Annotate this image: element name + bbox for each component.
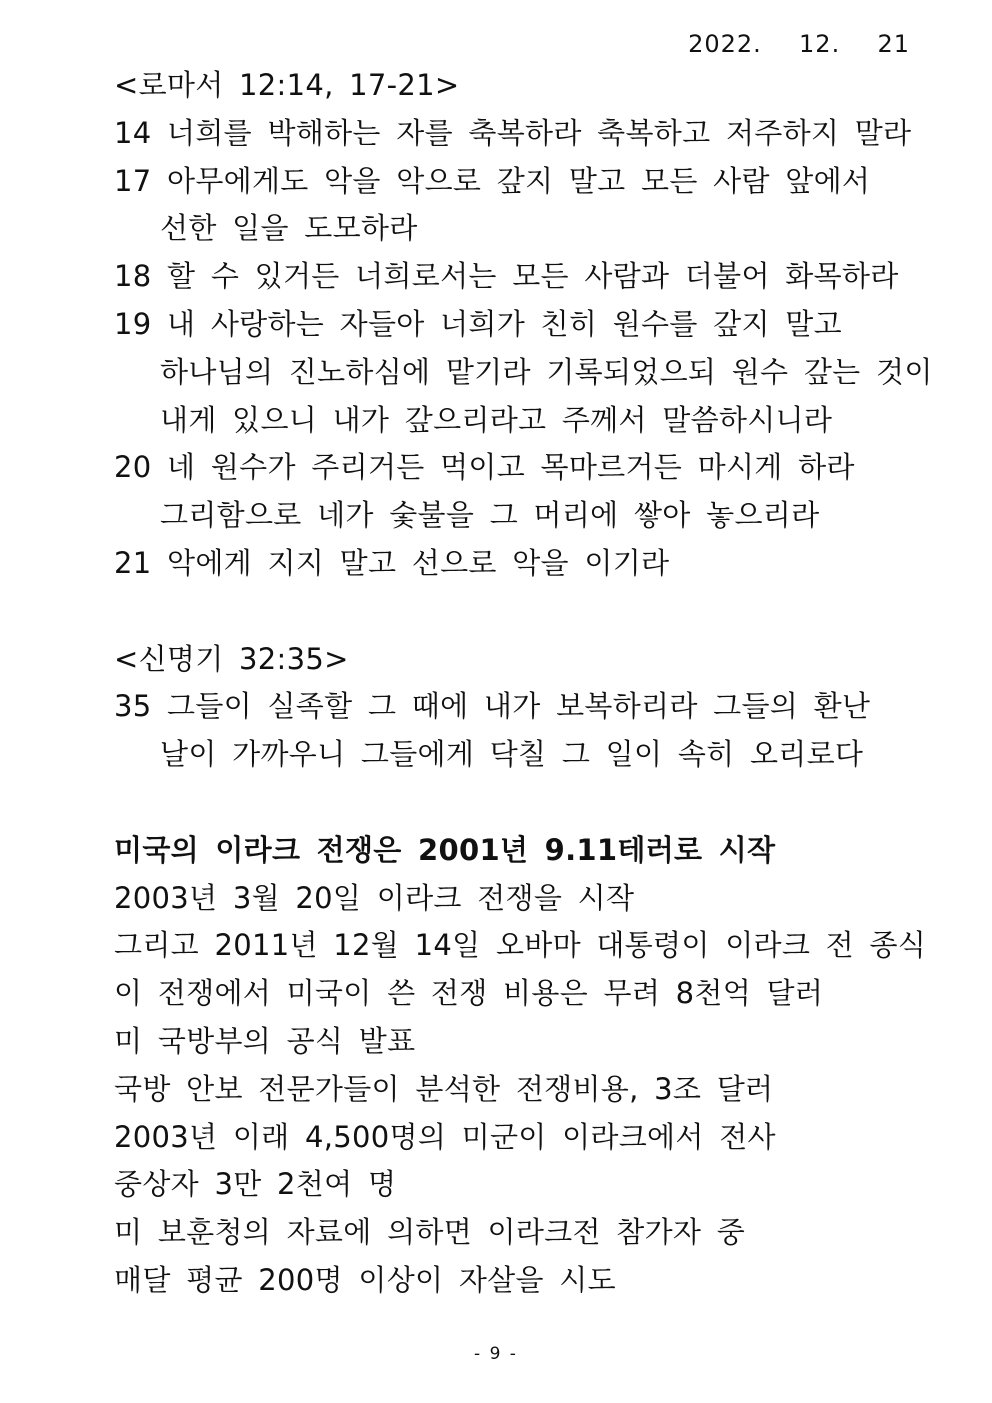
iraq-fact-line: 미 보훈청의 자료에 의하면 이라크전 참가자 중 <box>114 1215 746 1250</box>
verse-romans-20-continued: 그리함으로 네가 숯불을 그 머리에 쌓아 놓으리라 <box>160 498 820 533</box>
section-spacer <box>114 588 914 636</box>
verse-romans-19: 19 내 사랑하는 자들아 너희가 친히 원수를 갚지 말고 <box>114 306 842 341</box>
verse-romans-17: 17 아무에게도 악을 악으로 갚지 말고 모든 사람 앞에서 <box>114 163 871 198</box>
iraq-fact-line: 매달 평균 200명 이상이 자살을 시도 <box>114 1262 616 1297</box>
verse-romans-19-continued: 하나님의 진노하심에 맡기라 기록되었으되 원수 갚는 것이 <box>160 354 933 389</box>
page-number: - 9 - <box>474 1344 518 1364</box>
verse-romans-17-continued: 선한 일을 도모하라 <box>160 211 418 246</box>
deuteronomy-reference: <신명기 32:35> <box>114 641 349 676</box>
iraq-fact-line: 2003년 3월 20일 이라크 전쟁을 시작 <box>114 880 635 915</box>
verse-deuteronomy-35: 35 그들이 실족할 그 때에 내가 보복하리라 그들의 환난 <box>114 689 871 724</box>
section-spacer <box>114 779 914 827</box>
iraq-fact-line: 2003년 이래 4,500명의 미군이 이라크에서 전사 <box>114 1119 776 1154</box>
page-body <box>114 62 933 1305</box>
iraq-war-heading: 미국의 이라크 전쟁은 2001년 9.11테러로 시작 <box>114 832 776 867</box>
romans-reference: <로마서 12:14, 17-21> <box>114 68 460 102</box>
document-date: 2022. 12. 21 <box>688 30 910 58</box>
verse-deuteronomy-35-continued: 날이 가까우니 그들에게 닥칠 그 일이 속히 오리로다 <box>160 737 864 772</box>
iraq-fact-line: 중상자 3만 2천여 명 <box>114 1167 397 1202</box>
verse-romans-19-continued-2: 내게 있으니 내가 갚으리라고 주께서 말씀하시니라 <box>160 402 833 437</box>
verse-romans-21: 21 악에게 지지 말고 선으로 악을 이기라 <box>114 545 670 580</box>
iraq-fact-line: 국방 안보 전문가들이 분석한 전쟁비용, 3조 달러 <box>114 1071 774 1106</box>
iraq-fact-line: 이 전쟁에서 미국이 쓴 전쟁 비용은 무려 8천억 달러 <box>114 976 824 1011</box>
verse-romans-18: 18 할 수 있거든 너희로서는 모든 사람과 더불어 화목하라 <box>114 259 899 294</box>
verse-romans-20: 20 네 원수가 주리거든 먹이고 목마르거든 마시게 하라 <box>114 450 855 485</box>
iraq-fact-line: 미 국방부의 공식 발표 <box>114 1023 416 1058</box>
iraq-fact-line: 그리고 2011년 12월 14일 오바마 대통령이 이라크 전 종식 <box>114 928 927 963</box>
verse-romans-14: 14 너희를 박해하는 자를 축복하라 축복하고 저주하지 말라 <box>114 115 912 150</box>
